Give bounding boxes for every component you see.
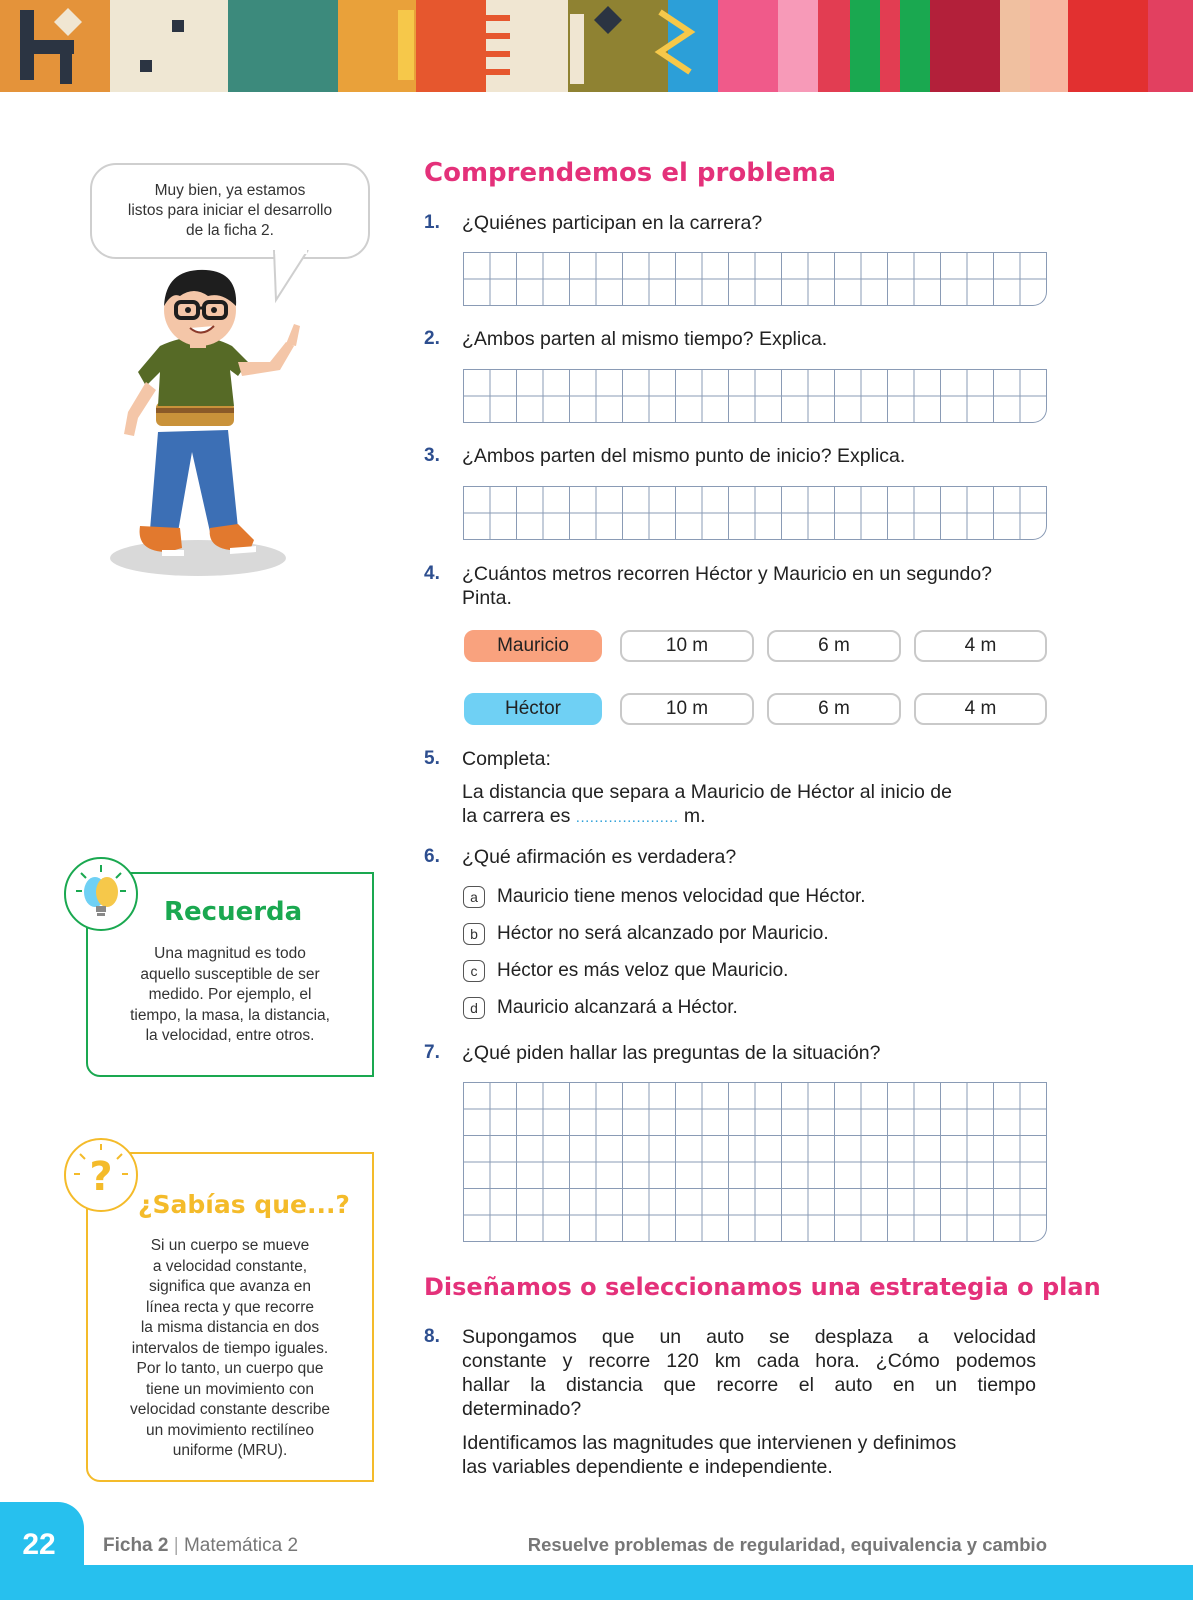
- option-row[interactable]: [463, 886, 866, 908]
- footer-separator: |: [173, 1535, 179, 1556]
- recuerda-title: Recuerda: [164, 897, 303, 927]
- option-text: Héctor no será alcanzado por Mauricio.: [497, 923, 829, 944]
- footer-bar: [0, 1565, 1193, 1600]
- footer-competence: Resuelve problemas de regularidad, equivalencia y cambio: [527, 1534, 1047, 1555]
- speech-bubble: [90, 163, 370, 259]
- question-number: 8.: [424, 1326, 440, 1347]
- option-row[interactable]: [463, 997, 738, 1019]
- sabias-que-text: [100, 1236, 360, 1462]
- option-letter-box[interactable]: c: [463, 960, 485, 982]
- q5-text-start: la carrera es: [462, 805, 571, 827]
- question-bulb-icon: [64, 1138, 138, 1212]
- recuerda-line: medido. Por ejemplo, el: [148, 986, 312, 1003]
- q5-statement-line2: [462, 804, 706, 830]
- question-number: 2.: [424, 328, 440, 349]
- section-heading-disenamos: Diseñamos o seleccionamos una estrategia o plan: [424, 1273, 1101, 1301]
- q8-paragraph2-line: Identificamos las magnitudes que intervienen y definimos: [462, 1432, 957, 1454]
- bubble-line: listos para iniciar el desarrollo: [127, 202, 333, 219]
- question-text: ¿Qué piden hallar las preguntas de la situación?: [462, 1042, 881, 1064]
- brain-lightbulb-icon: [64, 857, 138, 931]
- sabias-line: línea recta y que recorre: [145, 1298, 314, 1316]
- bubble-line: Muy bien, ya estamos: [154, 182, 306, 199]
- question-number: 6.: [424, 846, 440, 867]
- sabias-line: significa que avanza en: [148, 1278, 311, 1295]
- question-number: 3.: [424, 445, 440, 466]
- sabias-line: velocidad constante describe: [130, 1401, 330, 1418]
- svg-text:?: ?: [89, 1154, 113, 1200]
- option-pill[interactable]: 6 m: [767, 630, 901, 662]
- name-pill-mauricio: Mauricio: [464, 630, 602, 662]
- bubble-line: de la ficha 2.: [186, 222, 274, 239]
- question-text: ¿Cuántos metros recorren Héctor y Mauricio en un segundo?: [462, 563, 993, 585]
- footer-subject: Matemática 2: [183, 1535, 299, 1556]
- sabias-line: tiene un movimiento con: [145, 1380, 314, 1398]
- option-pill[interactable]: 10 m: [620, 693, 754, 725]
- question-text: ¿Quiénes participan en la carrera?: [462, 212, 763, 234]
- boy-character-illustration: [110, 262, 310, 578]
- option-letter-box[interactable]: b: [463, 923, 485, 945]
- question-text: ¿Qué afirmación es verdadera?: [462, 846, 737, 868]
- footer-ficha-label: Ficha 2: [103, 1535, 169, 1556]
- option-pill[interactable]: 10 m: [620, 630, 754, 662]
- option-pill[interactable]: 4 m: [914, 630, 1047, 662]
- sabias-que-title: ¿Sabías que...?: [138, 1190, 350, 1219]
- sabias-line: Por lo tanto, un cuerpo que: [136, 1360, 324, 1377]
- option-text: Mauricio alcanzará a Héctor.: [497, 997, 738, 1018]
- textile-pattern-icon: [0, 0, 1193, 92]
- answer-grid-large[interactable]: [463, 1082, 1047, 1242]
- sabias-line: Si un cuerpo se mueve: [150, 1237, 310, 1254]
- section-heading-comprendemos: Comprendemos el problema: [424, 158, 837, 188]
- name-pill-hector: Héctor: [464, 693, 602, 725]
- recuerda-line: la velocidad, entre otros.: [145, 1027, 315, 1044]
- sabias-line: un movimiento rectilíneo: [146, 1421, 314, 1439]
- sabias-line: a velocidad constante,: [152, 1257, 308, 1275]
- footer-ficha: [103, 1535, 298, 1557]
- q5-text-end: m.: [683, 805, 706, 827]
- question-text: ¿Ambos parten del mismo punto de inicio? Explica.: [462, 445, 906, 467]
- option-row[interactable]: [463, 923, 829, 945]
- q5-blank[interactable]: ......................: [575, 809, 679, 826]
- q8-line: determinado?: [462, 1398, 582, 1420]
- recuerda-text: [100, 944, 360, 1047]
- question-number: 7.: [424, 1042, 440, 1063]
- option-text: Mauricio tiene menos velocidad que Héctor.: [497, 886, 866, 907]
- q5-statement-line1: La distancia que separa a Mauricio de Héctor al inicio de: [462, 781, 952, 803]
- option-letter-box[interactable]: d: [463, 997, 485, 1019]
- question-number: 5.: [424, 748, 440, 769]
- recuerda-line: tiempo, la masa, la distancia,: [130, 1006, 330, 1024]
- option-letter-box[interactable]: a: [463, 886, 485, 908]
- answer-grid[interactable]: [463, 369, 1047, 423]
- answer-grid[interactable]: [463, 486, 1047, 540]
- question-text-continued: Pinta.: [462, 587, 512, 609]
- question-number: 1.: [424, 212, 440, 233]
- option-pill[interactable]: 4 m: [914, 693, 1047, 725]
- option-text: Héctor es más veloz que Mauricio.: [497, 960, 789, 981]
- sabias-line: intervalos de tiempo iguales.: [131, 1339, 329, 1357]
- option-pill[interactable]: 6 m: [767, 693, 901, 725]
- q8-line: hallar la distancia que recorre el auto en un tiempo: [462, 1374, 1036, 1396]
- question-number: 4.: [424, 563, 440, 584]
- q8-line: Supongamos que un auto se desplaza a velocidad: [462, 1326, 1036, 1348]
- sabias-line: uniforme (MRU).: [172, 1442, 288, 1459]
- sabias-line: la misma distancia en dos: [140, 1319, 320, 1336]
- question-text: Completa:: [462, 748, 551, 770]
- recuerda-line: aquello susceptible de ser: [140, 965, 320, 983]
- answer-grid[interactable]: [463, 252, 1047, 306]
- recuerda-line: Una magnitud es todo: [154, 945, 306, 962]
- option-row[interactable]: [463, 960, 788, 982]
- page-number: 22: [22, 1528, 56, 1561]
- question-text: ¿Ambos parten al mismo tiempo? Explica.: [462, 328, 828, 350]
- q8-line: constante y recorre 120 km cada hora. ¿Cómo podemos: [462, 1350, 1036, 1372]
- q8-paragraph2-line: las variables dependiente e independiente.: [462, 1456, 833, 1478]
